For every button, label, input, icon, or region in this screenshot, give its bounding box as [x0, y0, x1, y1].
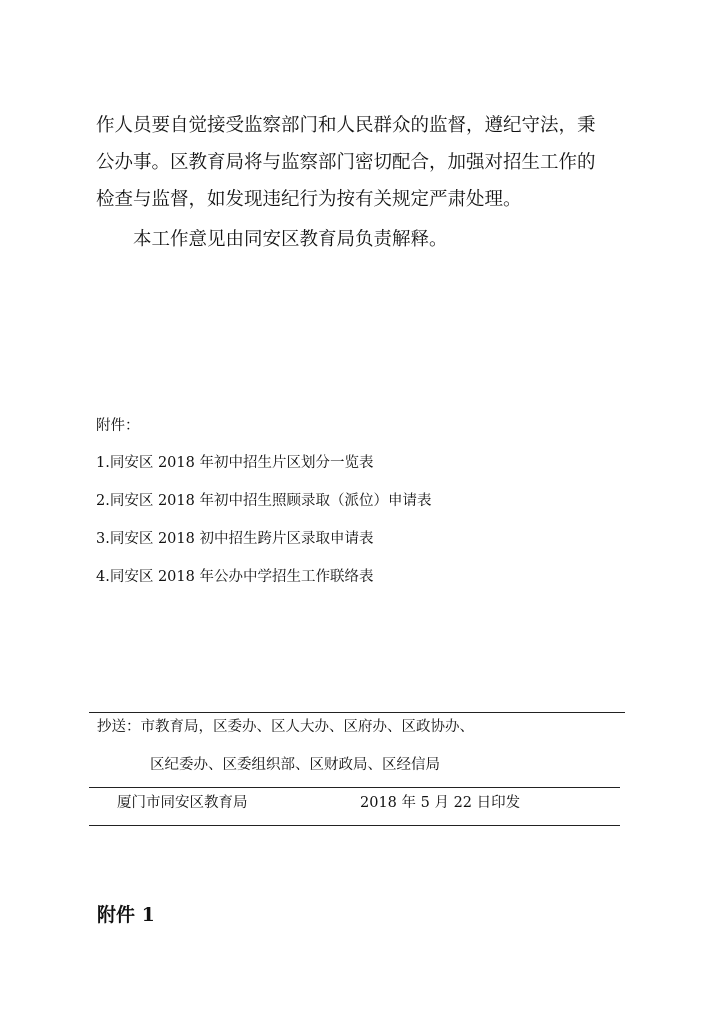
paragraph-line-2: 公办事。区教育局将与监察部门密切配合，加强对招生工作的 [96, 152, 596, 173]
distribution-line-1: 抄送：市教育局，区委办、区人大办、区府办、区政协办、 [97, 719, 474, 735]
attachment-item-3: 3.同安区 2018 初中招生跨片区录取申请表 [96, 531, 374, 547]
print-date: 2018 年 5 月 22 日印发 [360, 795, 521, 811]
closing-statement: 本工作意见由同安区教育局负责解释。 [133, 229, 448, 250]
footer-bottom-rule [89, 825, 620, 826]
footer-top-rule [89, 787, 620, 788]
attachments-label: 附件： [96, 418, 140, 434]
distribution-line-2: 区纪委办、区委组织部、区财政局、区经信局 [150, 757, 440, 773]
attachment-item-4: 4.同安区 2018 年公办中学招生工作联络表 [96, 569, 374, 585]
paragraph-line-1: 作人员要自觉接受监察部门和人民群众的监督，遵纪守法，秉 [96, 115, 596, 136]
distribution-top-rule [89, 712, 625, 713]
attachment-item-2: 2.同安区 2018 年初中招生照顾录取（派位）申请表 [96, 493, 432, 509]
attachment-item-1: 1.同安区 2018 年初中招生片区划分一览表 [96, 455, 374, 471]
paragraph-line-3: 检查与监督，如发现违纪行为按有关规定严肃处理。 [96, 189, 522, 210]
next-section-heading: 附件 1 [97, 904, 155, 926]
issuer-name: 厦门市同安区教育局 [117, 795, 248, 811]
